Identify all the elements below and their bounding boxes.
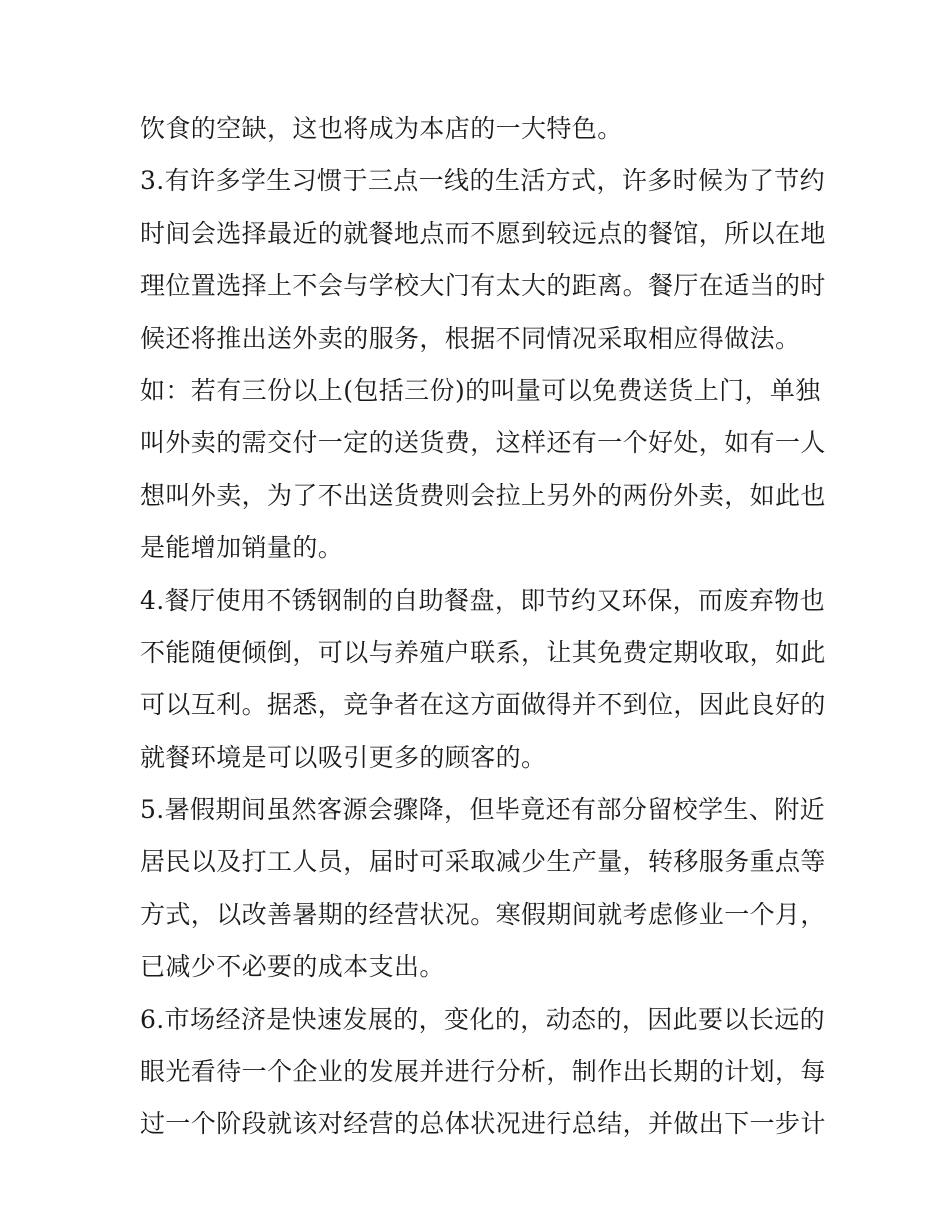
text-line: 叫外卖的需交付一定的送货费，这样还有一个好处，如有一人 bbox=[140, 428, 826, 458]
text-line: 就餐环境是可以吸引更多的顾客的。 bbox=[140, 742, 547, 772]
text-line: 6.市场经济是快速发展的，变化的，动态的，因此要以长远的 bbox=[140, 1004, 826, 1034]
text-line: 方式，以改善暑期的经营状况。寒假期间就考虑修业一个月， bbox=[140, 899, 826, 929]
text-line: 居民以及打工人员，届时可采取减少生产量，转移服务重点等 bbox=[140, 847, 826, 877]
text-line: 4.餐厅使用不锈钢制的自助餐盘，即节约又环保，而废弃物也 bbox=[140, 585, 826, 615]
text-line: 已减少不必要的成本支出。 bbox=[140, 952, 445, 982]
document-body bbox=[140, 103, 830, 1151]
text-line: 是能增加销量的。 bbox=[140, 533, 344, 563]
text-line: 如：若有三份以上(包括三份)的叫量可以免费送货上门，单独 bbox=[140, 375, 821, 405]
text-line: 候还将推出送外卖的服务，根据不同情况采取相应得做法。 bbox=[140, 323, 801, 353]
text-line: 饮食的空缺，这也将成为本店的一大特色。 bbox=[140, 114, 623, 143]
text-line: 可以互利。据悉，竞争者在这方面做得并不到位，因此良好的 bbox=[140, 690, 826, 720]
text-line: 过一个阶段就该对经营的总体状况进行总结，并做出下一步计 bbox=[140, 1109, 826, 1139]
text-line: 3.有许多学生习惯于三点一线的生活方式，许多时候为了节约 bbox=[140, 166, 826, 196]
text-line: 5.暑假期间虽然客源会骤降，但毕竟还有部分留校学生、附近 bbox=[140, 795, 826, 825]
text-line: 不能随便倾倒，可以与养殖户联系，让其免费定期收取，如此 bbox=[140, 637, 826, 667]
text-line: 想叫外卖，为了不出送货费则会拉上另外的两份外卖，如此也 bbox=[140, 480, 826, 510]
text-line: 理位置选择上不会与学校大门有太大的距离。餐厅在适当的时 bbox=[140, 271, 826, 301]
text-line: 眼光看待一个企业的发展并进行分析，制作出长期的计划，每 bbox=[140, 1057, 826, 1087]
text-line: 时间会选择最近的就餐地点而不愿到较远点的餐馆，所以在地 bbox=[140, 218, 826, 248]
